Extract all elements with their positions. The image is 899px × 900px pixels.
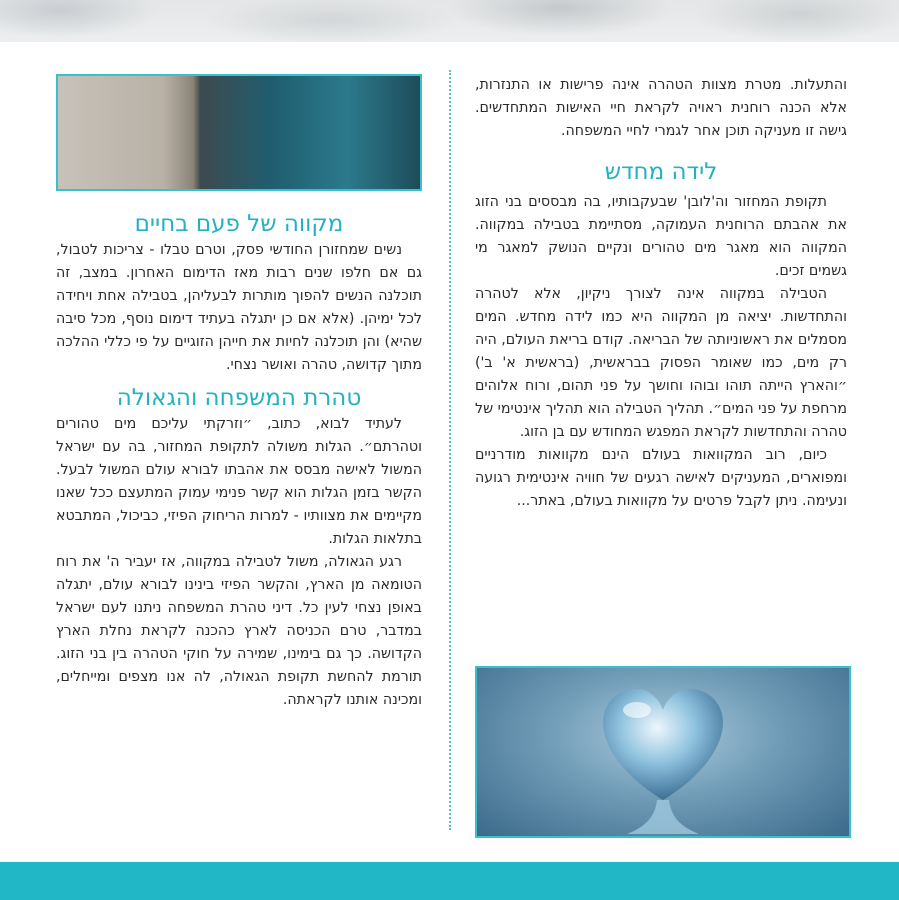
bottom-band — [0, 862, 899, 900]
section-title-redemption: טהרת המשפחה והגאולה — [116, 385, 362, 411]
mikveh-photo — [56, 74, 422, 191]
paragraph-intro: והתעלות. מטרת מצוות הטהרה אינה פרישות או התנזרות, אלא הכנה רוחנית ראויה לקראת חיי האישות המתחדשים. גישה זו מעניקה תוכן אחר לגמרי לחיי המשפחה. — [475, 77, 847, 139]
top-banner — [0, 0, 899, 42]
paragraph-once-in-life: נשים שמחזורן החודשי פסק, וטרם טבלו - צריכות לטבול, גם אם חלפו שנים רבות מאז הדימום האחרון. במצב, זה תוכלנה הנשים להפוך מותרות לבעליהן, בטבילה אחת ויחידה לכל ימיהן. (אלא אם כן יתגלה בעתיד דימום נוסף, מכל סיבה שהיא) והן תוכלנה לחיות את חייהן הזוגיים על פי כללי ההלכה מתוך קדושה, טהרה ואושר נצחי. — [56, 242, 422, 373]
paragraph-period: תקופת המחזור וה'לובן' שבעקבותיו, בה מבססים בני הזוג את אהבתם הרוחנית העמוקה, מסתיימת בטבילה במקווה. המקווה הוא מאגר מים טהורים ונקיים הנושק למאגר מי גשמים זכים. — [475, 194, 847, 279]
section-title-once-in-life: מקווה של פעם בחיים — [134, 211, 344, 237]
left-column — [56, 74, 422, 712]
right-column — [475, 74, 847, 513]
paragraph-today: כיום, רוב המקוואות בעולם הינם מקוואות מודרניים ומפוארים, המעניקים לאישה רגעים של חוויה אינטימית רגועה ונעימה. ניתן לקבל פרטים על מקוואות בעולם, באתר... — [475, 447, 847, 509]
paragraph-future: לעתיד לבוא, כתוב, ״וזרקתי עליכם מים טהורים וטהרתם״. הגלות משולה לתקופת המחזור, בה עם ישראל המשול לאישה מבסס את אהבתו לבורא עולם המשול לבעל. הקשר בזמן הגלות הוא קשר פנימי עמוק המתעצם ככל שאנו מקיימים את מצוותיו - למרות הריחוק הפיזי, כביכול, המתבטא בתלאות הגלות. — [56, 416, 422, 547]
section-title-rebirth: לידה מחדש — [604, 159, 718, 185]
water-heart-photo — [475, 666, 851, 838]
water-heart-icon — [477, 668, 849, 836]
column-divider — [449, 70, 451, 830]
mikveh-pool-image — [56, 74, 420, 189]
paragraph-redemption: רגע הגאולה, משול לטבילה במקווה, אז יעביר ה' את רוח הטומאה מן הארץ, והקשר הפיזי בינינו לבורא עולם, יתגלה באופן נצחי לעין כל. דיני טהרת המשפחה ניתנו לעם ישראל במדבר, טרם הכניסה לארץ כהכנה לקראת נחלת הארץ הקדושה. כך גם בימינו, שמירה על חוקי הטהרה בין בני הזוג. תורמת להחשת תקופת הגאולה, לה אנו מצפים ומייחלים, ומכינה אותנו לקראתה. — [56, 554, 422, 708]
paragraph-immersion: הטבילה במקווה אינה לצורך ניקיון, אלא לטהרה והתחדשות. יציאה מן המקווה היא כמו לידה מחדש. המים מסמלים את ראשוניותה של הבריאה. קודם בריאת העולם, היה רק מים, כמו שאומר הפסוק בבראשית, (בראשית א' ב') ״והארץ הייתה תוהו ובוהו וחושך על פני תהום, ורוח אלוהים מרחפת על פני המים״. תהליך הטבילה הוא תהליך אינטימי של טהרה והתחדשות לקראת המפגש המחודש עם בן הזוג. — [475, 286, 847, 440]
